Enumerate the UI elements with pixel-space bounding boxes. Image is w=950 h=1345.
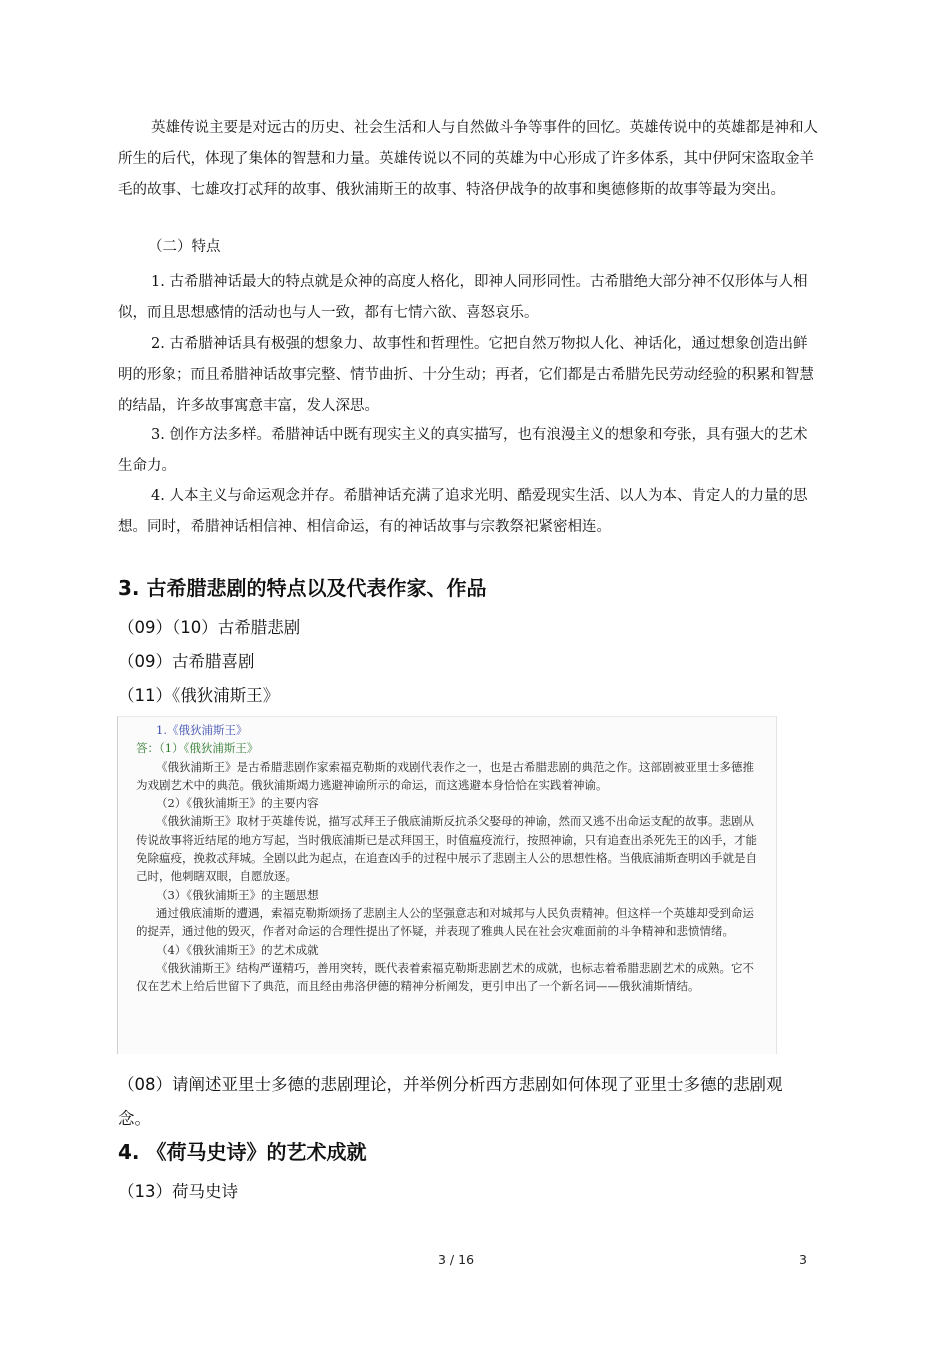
hero-legend-paragraph: 英雄传说主要是对远古的历史、社会生活和人与自然做斗争等事件的回忆。英雄传说中的英雄都是神和人所生的后代，体现了集体的智慧和力量。英雄传说以不同的英雄为中心形成了许多体系，其中伊阿宋盗取金羊毛的故事、七雄攻打忒拜的故事、俄狄浦斯王的故事、特洛伊战争的故事和奥德修斯的故事等最为突出。 xyxy=(118,120,818,198)
feature-point-1: 1. 古希腊神话最大的特点就是众神的高度人格化，即神人同形同性。古希腊绝大部分神不仅形体与人相似，而且思想感情的活动也与人一致，都有七情六欲、喜怒哀乐。 xyxy=(118,274,808,321)
page-indicator: 3 / 16 xyxy=(438,1252,475,1267)
excerpt-answer-label: 答：（1）《俄狄浦斯王》 xyxy=(136,741,259,756)
excerpt-paragraph-4: 《俄狄浦斯王》结构严谨精巧，善用突转，既代表着索福克勒斯悲剧艺术的成就，也标志着希腊悲剧艺术的成熟。它不仅在艺术上给后世留下了典范，而且经由弗洛伊德的精神分析阐发，更引申出了一个新名词——俄狄浦斯情结。 xyxy=(136,960,754,994)
excerpt-title: 1.《俄狄浦斯王》 xyxy=(156,723,248,737)
feature-point-4: 4. 人本主义与命运观念并存。希腊神话充满了追求光明、酷爱现实生活、以人为本、肯定人的力量的思想。同时，希腊神话相信神、相信命运，有的神话故事与宗教祭祀紧密相连。 xyxy=(118,488,808,535)
excerpt-paragraph-1: 《俄狄浦斯王》是古希腊悲剧作家索福克勒斯的戏剧代表作之一，也是古希腊悲剧的典范之作。这部剧被亚里士多德推为戏剧艺术中的典范。俄狄浦斯竭力逃避神谕所示的命运，而这逃避本身恰恰在实践着神谕。 xyxy=(136,759,754,792)
exam-question-08: （08）请阐述亚里士多德的悲剧理论，并举例分析西方悲剧如何体现了亚里士多德的悲剧观念。 xyxy=(118,1075,783,1128)
features-subheading: （二）特点 xyxy=(148,239,221,255)
excerpt-heading-4: （4）《俄狄浦斯王》的艺术成就 xyxy=(156,942,319,957)
excerpt-paragraph-3: 通过俄底浦斯的遭遇，索福克勒斯颂扬了悲剧主人公的坚强意志和对城邦与人民负责精神。但这样一个英雄却受到命运的捉弄，通过他的毁灭，作者对命运的合理性提出了怀疑，并表现了雅典人民在社会灾难面前的斗争精神和悲愤情绪。 xyxy=(136,905,754,939)
exam-item-oedipus: （11）《俄狄浦斯王》 xyxy=(118,686,280,705)
exam-item-tragedy: （09）（10）古希腊悲剧 xyxy=(118,618,301,637)
feature-point-2: 2. 古希腊神话具有极强的想象力、故事性和哲理性。它把自然万物拟人化、神话化，通过想象创造出鲜明的形象；而且希腊神话故事完整、情节曲折、十分生动；再者，它们都是古希腊先民劳动经验的积累和智慧的结晶，许多故事寓意丰富，发人深思。 xyxy=(118,336,814,414)
section-3-heading: 3. 古希腊悲剧的特点以及代表作家、作品 xyxy=(118,576,487,600)
excerpt-heading-2: （2）《俄狄浦斯王》的主要内容 xyxy=(156,796,319,811)
exam-item-comedy: （09）古希腊喜剧 xyxy=(118,652,255,671)
section-4-heading: 4. 《荷马史诗》的艺术成就 xyxy=(118,1140,367,1164)
excerpt-paragraph-2: 《俄狄浦斯王》取材于英雄传说，描写忒拜王子俄底浦斯反抗杀父娶母的神谕，然而又逃不出命运支配的故事。悲剧从传说故事将近结尾的地方写起，当时俄底浦斯已是忒拜国王，时值瘟疫流行，按照神谕，只有追查出杀死先王的凶手，才能免除瘟疫，挽救忒拜城。全剧以此为起点，在追查凶手的过程中展示了悲剧主人公的思想性格。当俄底浦斯查明凶手就是自己时，他刺瞎双眼，自愿放逐。 xyxy=(136,814,757,884)
exam-item-homer: （13）荷马史诗 xyxy=(118,1182,238,1201)
page-number: 3 xyxy=(799,1252,807,1267)
oedipus-excerpt-image xyxy=(117,716,777,1054)
excerpt-heading-3: （3）《俄狄浦斯王》的主题思想 xyxy=(156,887,319,902)
feature-point-3: 3. 创作方法多样。希腊神话中既有现实主义的真实描写，也有浪漫主义的想象和夸张，具有强大的艺术生命力。 xyxy=(118,427,808,474)
